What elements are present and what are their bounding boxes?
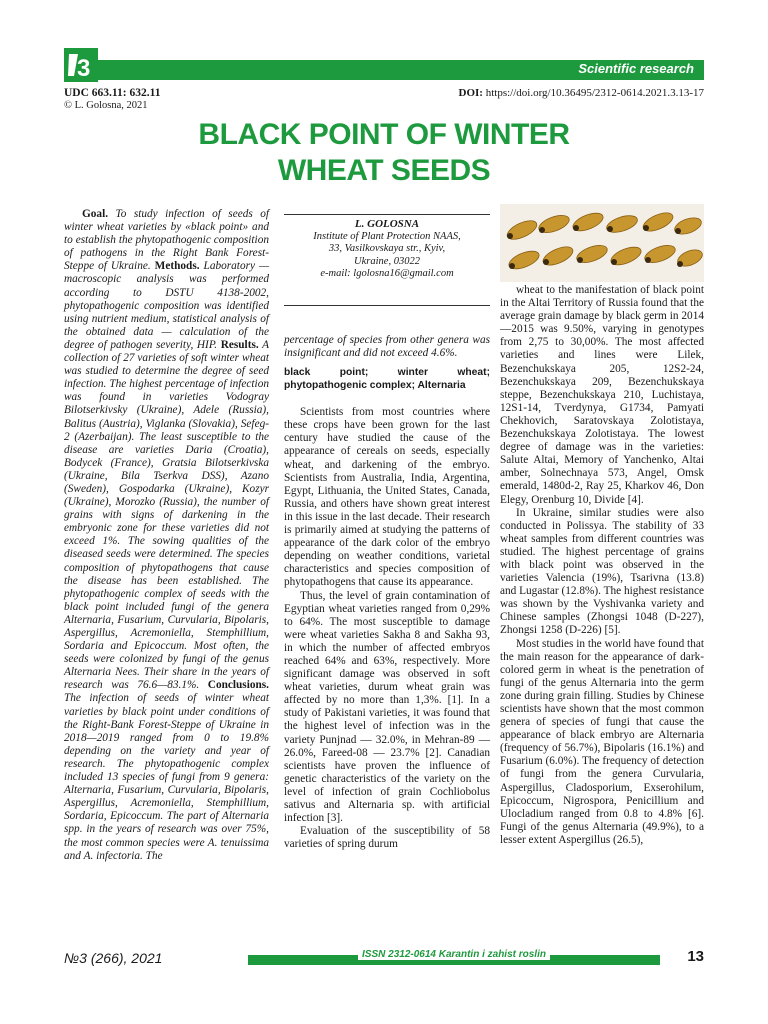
wheat-seeds-photo: [500, 204, 704, 282]
doi-label: DOI:: [458, 87, 483, 99]
body-column-3: [500, 284, 704, 847]
results-text: A collection of 27 varieties of soft winter wheat was studied to determine the degree of seed infection. The highest percentage of infection was found in varieties Vodogray Bilotserkivsky (Ukraine), Adele (Russia), Balitus (Austria), Viglanka (Slovakia), Sefeg-2 (Azerbaijan). The least susceptible to the disease are varieties Daria (Croatia), Bodycek (France), Gratsia Bilotserkivska (Ukraine, Bila Tserkva DSS), Azano (Sweden), Gospodarka (Ukraine), Kozyr (Ukraine), Morozko (Russia), the number of grains with signs of darkening in the embryonic zone for these varieties did not exceed 1%. The sowing qualities of the diseased seeds were determined. The species composition of phytopathogens that cause the disease has been established. The phytopathogenic complex of seeds with the black point included fungi of the genera Alternaria, Fusarium, Curvularia, Bipolaris, Aspergillus, Acremoniella, Stemphillium, Sordaria and Epicoccum. Most often, the seeds were colonized by fungi of the genus Alternaria Nees. Their share in the years of research was 76.6—83.1%.: [64, 338, 269, 692]
title-line-2: WHEAT SEEDS: [277, 154, 491, 187]
title-line-1: BLACK POINT OF WINTER: [198, 118, 570, 151]
issue-number: №3 (266), 2021: [64, 950, 163, 966]
affiliation-3: Ukraine, 03022: [354, 255, 420, 267]
col2-paragraph: Thus, the level of grain contamination of Egyptian wheat varieties ranged from 0,29% to 64%. The most susceptible to damage were wheat varieties Sakha 8 and Sakha 93, in which the number of affected embryos reached 64% and 63%, respectively. More significant damage was observed in soft wheat varieties, durum wheat grain was affected by no more than 1,3%. [1]. In a study of Pakistani varieties, it was found that the highest level of infection was in the variety Punjnad — 32.0%, in Mehran-89 — 26.0%, Fareed-08 — 23.7% [2]. Canadian scientists have proven the influence of genetic characteristics of the variety on the level of infection of grain Cochliobolus sativus and Alternaria sp. with artificial infection [3].: [284, 589, 490, 825]
doi-link[interactable]: https://doi.org/10.36495/2312-0614.2021.3.13-17: [485, 87, 704, 99]
col2-paragraph: Scientists from most countries where these crops have been grown for the last century have studied the cause of the appearance of cereals on seeds, especially wheat, and darkening of the embryo. Scientists from Australia, India, Argentina, Egypt, Lithuania, the United States, Canada, Russia, and others have shown great interest in this issue in the last decade. Their research is primarily aimed at studying the patterns of appearance of the dark color of the embryo depending on weather conditions, varietal characteristics and species composition of phytopathogens that cause its appearance.: [284, 406, 490, 589]
author-rule-bottom: [284, 305, 490, 306]
section-title: Scientific research: [578, 61, 694, 76]
abstract-column: [64, 208, 269, 863]
conclusions-label: Conclusions.: [207, 679, 269, 692]
footer-issn: [248, 949, 660, 960]
affiliation-1: Institute of Plant Protection NAAS,: [313, 230, 461, 242]
col3-paragraph: wheat to the manifestation of black point in the Altai Territory of Russia found that the average grain damage by black germ in 2014—2015 was 9.50%, varying in genotypes from 2,75 to 30,00%. The most affected varieties and lines were Lilek, Bezenchukskaya 205, 12S2-24, Bezenchukskaya 209, Bezenchukskaya steppe, Bezenchukskaya 210, Luchistaya, 12S1-14, Tverdynya, G1734, Pamyati Chekhovich, Saratovskaya Zolotistaya, Bezenchukskaya Zolotistaya. The lowest degree of damage was in the varieties: Salute Altai, Memory of Yanchenko, Altai amber, Solnechnaya 573, Angel, Omsk emerald, 1480d-2, Ray 25, Kharkov 46, Don Elegy, Orenburg 10, Divide [4].: [500, 284, 704, 506]
methods-label: Methods.: [154, 260, 200, 273]
col3-paragraph: Most studies in the world have found that the main reason for the appearance of dark-colored germ in wheat is the penetration of fungi of the genus Alternaria into the germ zone during grain filling. Studies by Chinese scientists have shown that the most common genera of species of fungi that cause the appearance of black embryo are Alternaria (frequency of 56.7%), Bipolaris (16.1%) and Fusarium (6.0%). The frequency of detection of fungi from the genera Curvularia, Aspergillus, Cladosporium, Exserohilum, Epicoccum, Nigrospora, Penicillium and Ulocladium ranged from 0.8 to 4.8% [6]. Fungi of the genus Alternaria (49.9%), to a lesser extent Aspergillus (26.5),: [500, 637, 705, 846]
copyright: © L. Golosna, 2021: [64, 100, 148, 111]
results-label: Results.: [220, 338, 259, 351]
methods-text: Laboratory — macroscopic analysis was performed according to DSTU 4138-2002, phytopathogenic composition was identified using nutrient medium, statistical analysis of the obtained data — calculation of the degree of pathogen severity, HIP.: [64, 260, 270, 351]
conclusions-text: The infection of seeds of winter wheat varieties by black point under conditions of the Right-Bank Forest-Steppe of Ukraine in 2018—2019 ranged from 0 to 19.8% depending on the variety and year of research. The phytopathogenic complex included 13 species of fungi from 9 genera: Alternaria, Fusarium, Curvularia, Bipolaris, Aspergillus, Acremoniella, Stemphillium, Sordaria, Epicoccum. The part of Alternaria spp. in the years of research was over 75%, the most common species were A. tenuissima and A. infectoria. The: [64, 692, 269, 862]
col2-paragraph: Evaluation of the susceptibility of 58 varieties of spring durum: [284, 825, 490, 851]
page-number: 13: [687, 948, 704, 965]
author-email[interactable]: e-mail: lgolosna16@gmail.com: [320, 268, 454, 279]
abstract-text: [64, 208, 269, 863]
body-column-2: [284, 334, 490, 851]
keywords: black point; winter wheat; phytopathogenic complex; Alternaria: [284, 367, 490, 392]
author-block: [284, 218, 490, 281]
goal-label: Goal.: [82, 208, 109, 220]
section-banner: [98, 60, 704, 80]
doi: [459, 87, 704, 99]
issn-text: ISSN 2312-0614 Karantin i zahist roslin: [358, 949, 550, 960]
article-title: [64, 117, 704, 189]
col3-paragraph: In Ukraine, similar studies were also conducted in Polissya. The stability of 33 wheat samples from different countries was studied. The highest percentage of grains with black point was observed in the varieties Valencia (19%), Tsarivna (13.8) and Lugastar (12.8%). The highest resistance was shown by the Vyshivanka variety and Chinese samples (Zhongsi 1048 (D-227), Zhongsi 1258 (D-226) [5].: [500, 506, 705, 637]
abstract-continued: percentage of species from other genera was insignificant and did not exceed 4.6%.: [284, 334, 490, 360]
journal-logo-icon: [64, 48, 98, 82]
udc-code: UDC 663.11: 632.11: [64, 87, 161, 99]
author-name: L. GOLOSNA: [354, 218, 420, 230]
goal-text: To study infection of seeds of winter wheat varieties by «black point» and to establish the phytopathogenic composition of pathogens in the Right Bank Forest-Steppe of Ukraine.: [64, 208, 270, 273]
svg-text:3: 3: [77, 55, 91, 82]
author-rule-top: [284, 214, 490, 215]
affiliation-2: 33, Vasilkovskaya str., Kyiv,: [328, 243, 446, 254]
